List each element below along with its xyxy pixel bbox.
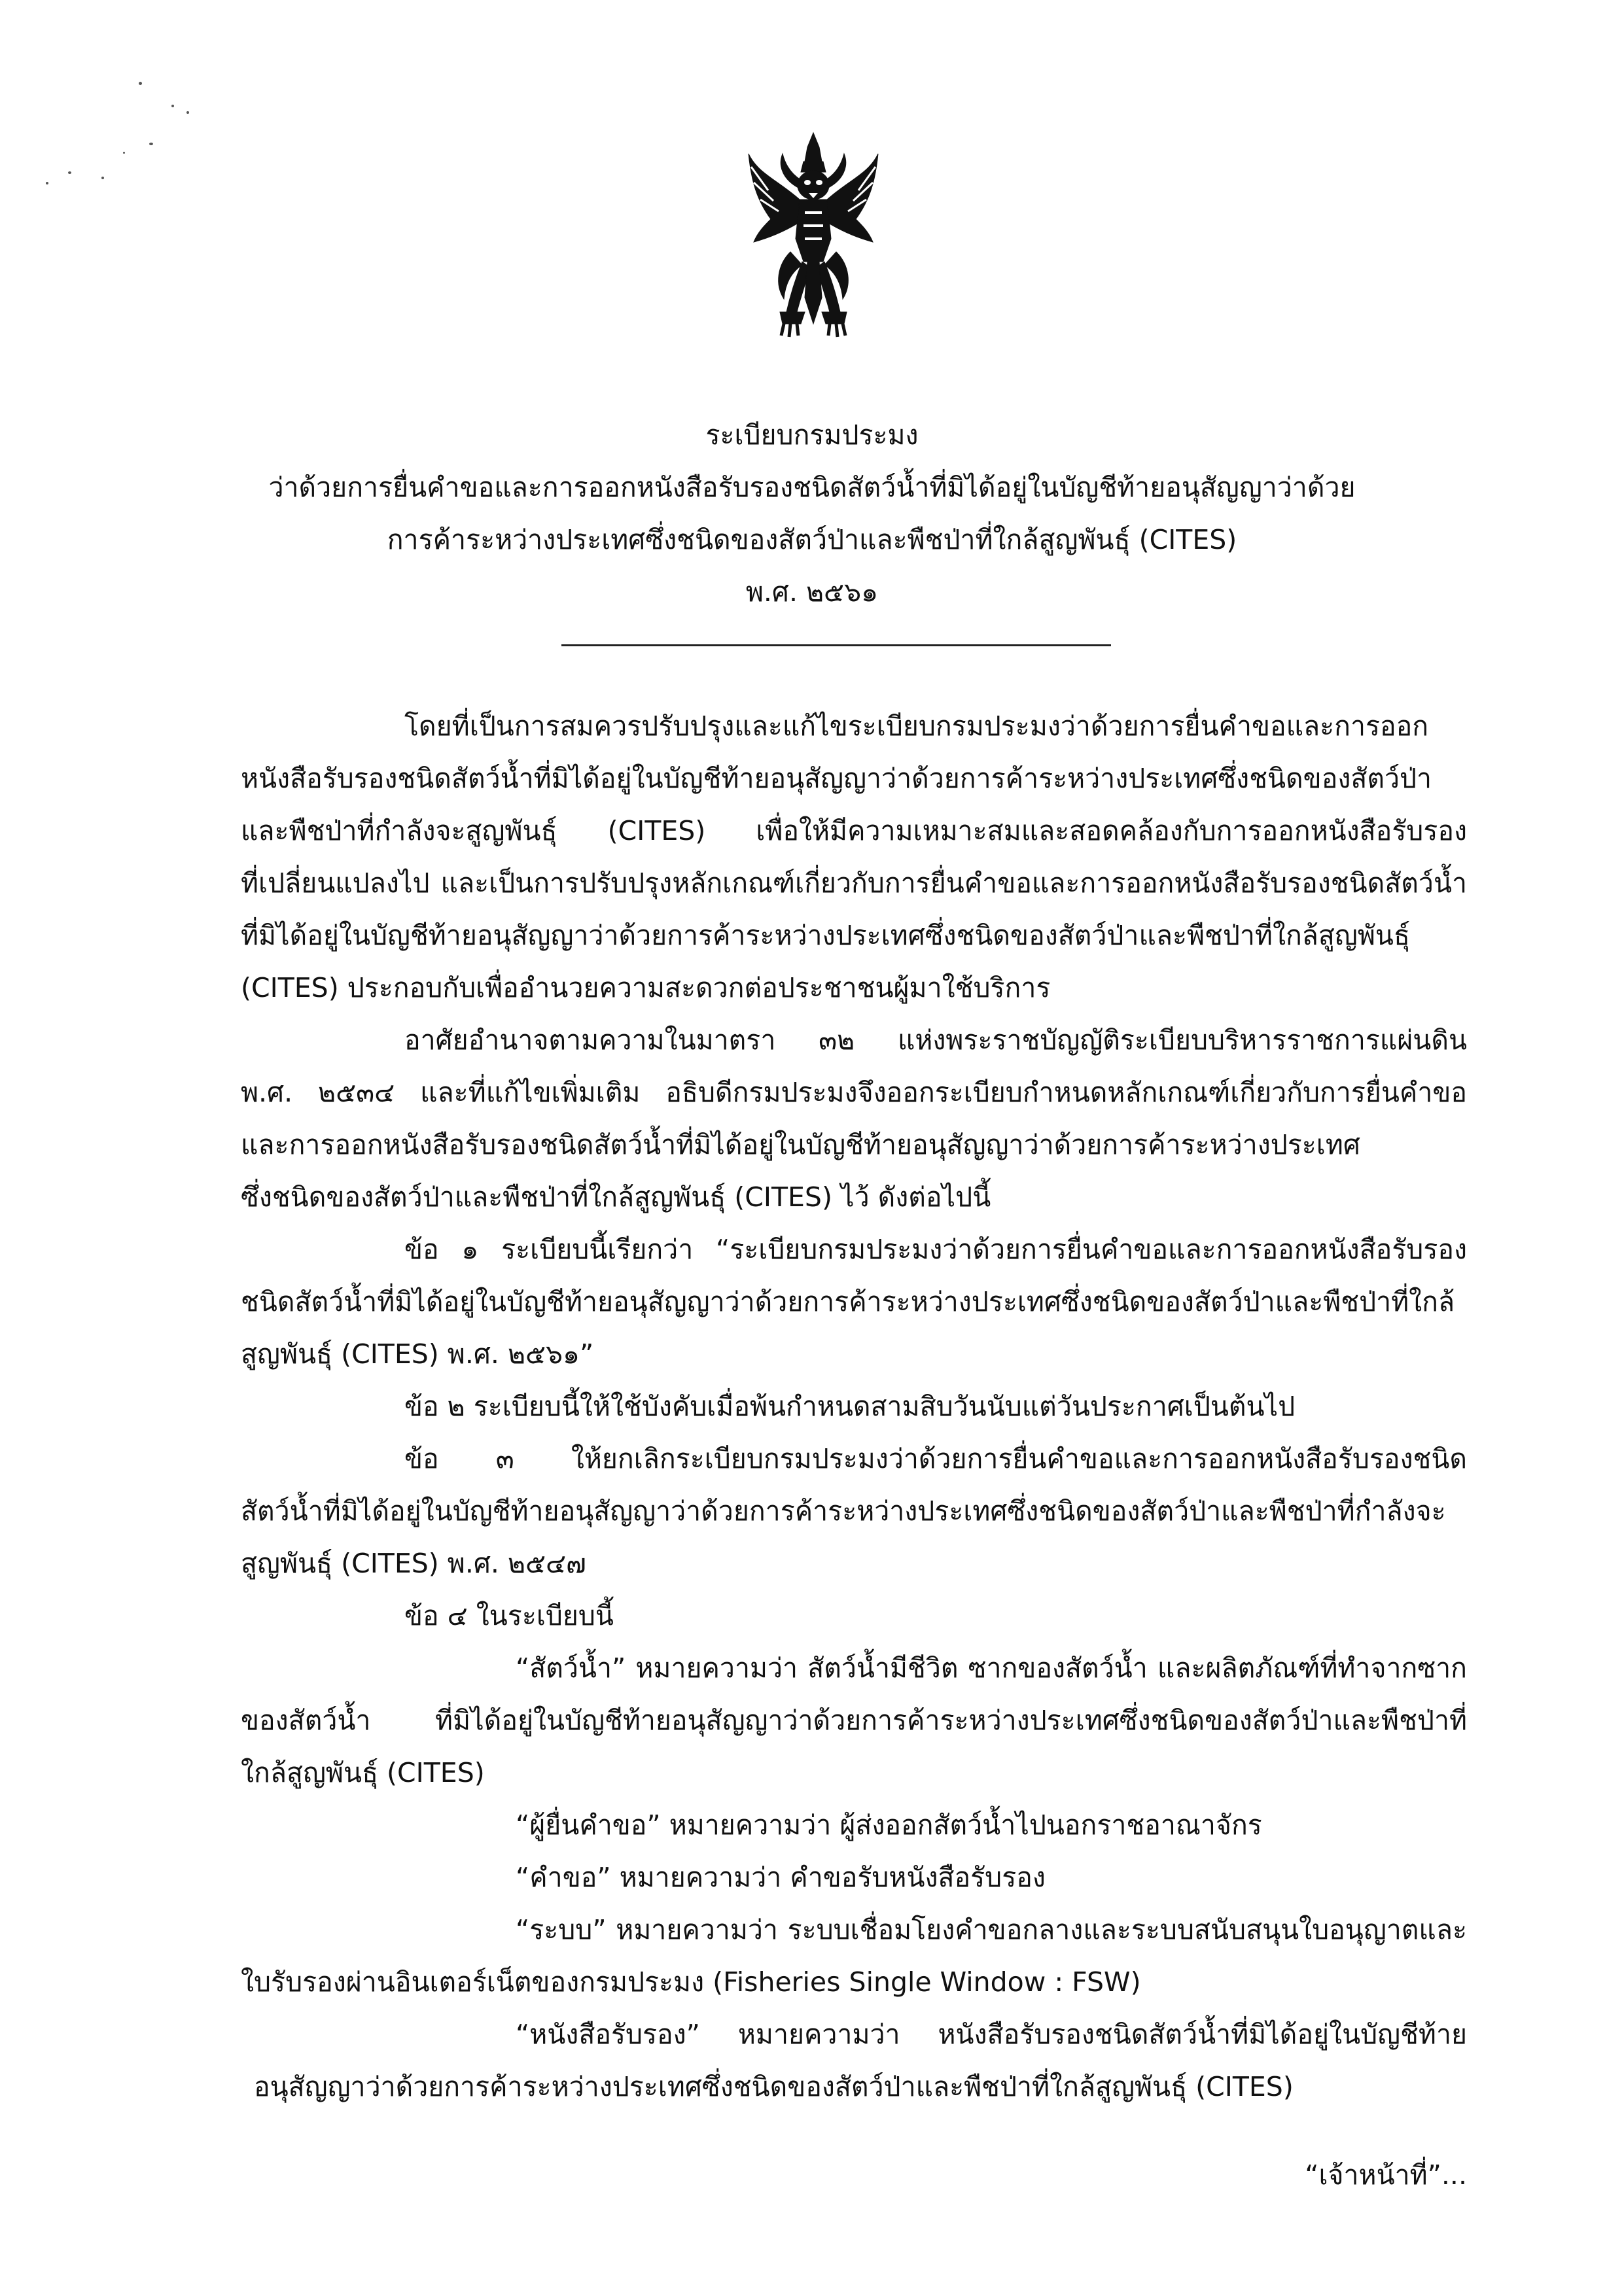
document-title: ระเบียบกรมประมง (705, 419, 919, 451)
preamble-line: และพืชป่าที่กำลังจะสูญพันธุ์ (CITES) เพื่อให้มีความเหมาะสมและสอดคล้องกับการออกหนังสือรับรอง (241, 815, 1467, 846)
clause-3-line: ข้อ ๓ ให้ยกเลิกระเบียบกรมประมงว่าด้วยการยื่นคำขอและการออกหนังสือรับรองชนิด (404, 1443, 1467, 1474)
definition-aquatic-animal: ใกล้สูญพันธุ์ (CITES) (241, 1757, 485, 1788)
clause-2-line: ข้อ ๒ ระเบียบนี้ให้ใช้บังคับเมื่อพ้นกำหนดสามสิบวันนับแต่วันประกาศเป็นต้นไป (404, 1391, 1296, 1422)
scan-speck (149, 143, 153, 145)
scan-speck (46, 182, 48, 184)
page-continuation-marker: “เจ้าหน้าที่”... (1305, 2159, 1467, 2191)
definition-system: ใบรับรองผ่านอินเตอร์เน็ตของกรมประมง (Fisheries Single Window : FSW) (241, 1966, 1141, 1998)
document-subtitle-line-1: ว่าด้วยการยื่นคำขอและการออกหนังสือรับรองชนิดสัตว์น้ำที่มิได้อยู่ในบัญชีท้ายอนุสัญญาว่าด้วย (268, 472, 1356, 503)
clause-3-line: สูญพันธุ์ (CITES) พ.ศ. ๒๕๔๗ (241, 1548, 586, 1579)
garuda-emblem-icon (745, 128, 882, 343)
preamble-line: หนังสือรับรองชนิดสัตว์น้ำที่มิได้อยู่ในบัญชีท้ายอนุสัญญาว่าด้วยการค้าระหว่างประเทศซึ่งชนิดของสัตว์ป่า (241, 763, 1432, 794)
document-subtitle-line-2: การค้าระหว่างประเทศซึ่งชนิดของสัตว์ป่าและพืชป่าที่ใกล้สูญพันธุ์ (CITES) (387, 524, 1237, 555)
definition-certificate: “หนังสือรับรอง” หมายความว่า หนังสือรับรองชนิดสัตว์น้ำที่มิได้อยู่ในบัญชีท้าย (516, 2019, 1467, 2050)
authority-line: อาศัยอำนาจตามความในมาตรา ๓๒ แห่งพระราชบัญญัติระเบียบบริหารราชการแผ่นดิน (404, 1024, 1467, 1056)
document-year: พ.ศ. ๒๕๖๑ (745, 576, 879, 608)
clause-3-line: สัตว์น้ำที่มิได้อยู่ในบัญชีท้ายอนุสัญญาว่าด้วยการค้าระหว่างประเทศซึ่งชนิดของสัตว์ป่าและพืชป่าที่กำลังจะ (241, 1495, 1446, 1527)
preamble-line: ที่มิได้อยู่ในบัญชีท้ายอนุสัญญาว่าด้วยการค้าระหว่างประเทศซึ่งชนิดของสัตว์ป่าและพืชป่าที่ใกล้สูญพันธุ์ (241, 920, 1410, 951)
scan-speck (171, 105, 174, 107)
clause-1-line: ชนิดสัตว์น้ำที่มิได้อยู่ในบัญชีท้ายอนุสัญญาว่าด้วยการค้าระหว่างประเทศซึ่งชนิดของสัตว์ป่าและพืชป่าที่ใกล้ (241, 1286, 1455, 1317)
definition-certificate: อนุสัญญาว่าด้วยการค้าระหว่างประเทศซึ่งชนิดของสัตว์ป่าและพืชป่าที่ใกล้สูญพันธุ์ (CITES) (254, 2071, 1294, 2102)
scan-speck (186, 111, 189, 114)
scan-speck (139, 82, 142, 85)
definition-aquatic-animal: ของสัตว์น้ำ ที่มิได้อยู่ในบัญชีท้ายอนุสัญญาว่าด้วยการค้าระหว่างประเทศซึ่งชนิดของสัตว์ป่าและพืชป่าที่ (241, 1705, 1467, 1736)
clause-1-line: ข้อ ๑ ระเบียบนี้เรียกว่า “ระเบียบกรมประมงว่าด้วยการยื่นคำขอและการออกหนังสือรับรอง (404, 1234, 1467, 1265)
authority-line: พ.ศ. ๒๕๓๔ และที่แก้ไขเพิ่มเติม อธิบดีกรมประมงจึงออกระเบียบกำหนดหลักเกณฑ์เกี่ยวกับการยื่นคำขอ (241, 1077, 1467, 1108)
preamble-line: โดยที่เป็นการสมควรปรับปรุงและแก้ไขระเบียบกรมประมงว่าด้วยการยื่นคำขอและการออก (404, 710, 1429, 742)
preamble-line: ที่เปลี่ยนแปลงไป และเป็นการปรับปรุงหลักเกณฑ์เกี่ยวกับการยื่นคำขอและการออกหนังสือรับรองชนิดสัตว์น้ำ (241, 867, 1467, 899)
definition-applicant: “ผู้ยื่นคำขอ” หมายความว่า ผู้ส่งออกสัตว์น้ำไปนอกราชอาณาจักร (516, 1809, 1262, 1841)
header-divider (561, 644, 1111, 646)
definition-system: “ระบบ” หมายความว่า ระบบเชื่อมโยงคำขอกลางและระบบสนับสนุนใบอนุญาตและ (516, 1914, 1467, 1945)
definition-request: “คำขอ” หมายความว่า คำขอรับหนังสือรับรอง (516, 1862, 1046, 1893)
definition-aquatic-animal: “สัตว์น้ำ” หมายความว่า สัตว์น้ำมีชีวิต ซากของสัตว์น้ำ และผลิตภัณฑ์ที่ทำจากซาก (516, 1652, 1467, 1684)
authority-line: และการออกหนังสือรับรองชนิดสัตว์น้ำที่มิได้อยู่ในบัญชีท้ายอนุสัญญาว่าด้วยการค้าระหว่างประเทศ (241, 1129, 1360, 1160)
scan-speck (101, 177, 104, 179)
scan-speck (123, 152, 125, 154)
authority-line: ซึ่งชนิดของสัตว์ป่าและพืชป่าที่ใกล้สูญพันธุ์ (CITES) ไว้ ดังต่อไปนี้ (241, 1181, 991, 1213)
scan-speck (68, 171, 71, 174)
preamble-line: (CITES) ประกอบกับเพื่ออำนวยความสะดวกต่อประชาชนผู้มาใช้บริการ (241, 972, 1051, 1003)
clause-4-heading: ข้อ ๔ ในระเบียบนี้ (404, 1600, 614, 1631)
clause-1-line: สูญพันธุ์ (CITES) พ.ศ. ๒๕๖๑” (241, 1338, 594, 1370)
